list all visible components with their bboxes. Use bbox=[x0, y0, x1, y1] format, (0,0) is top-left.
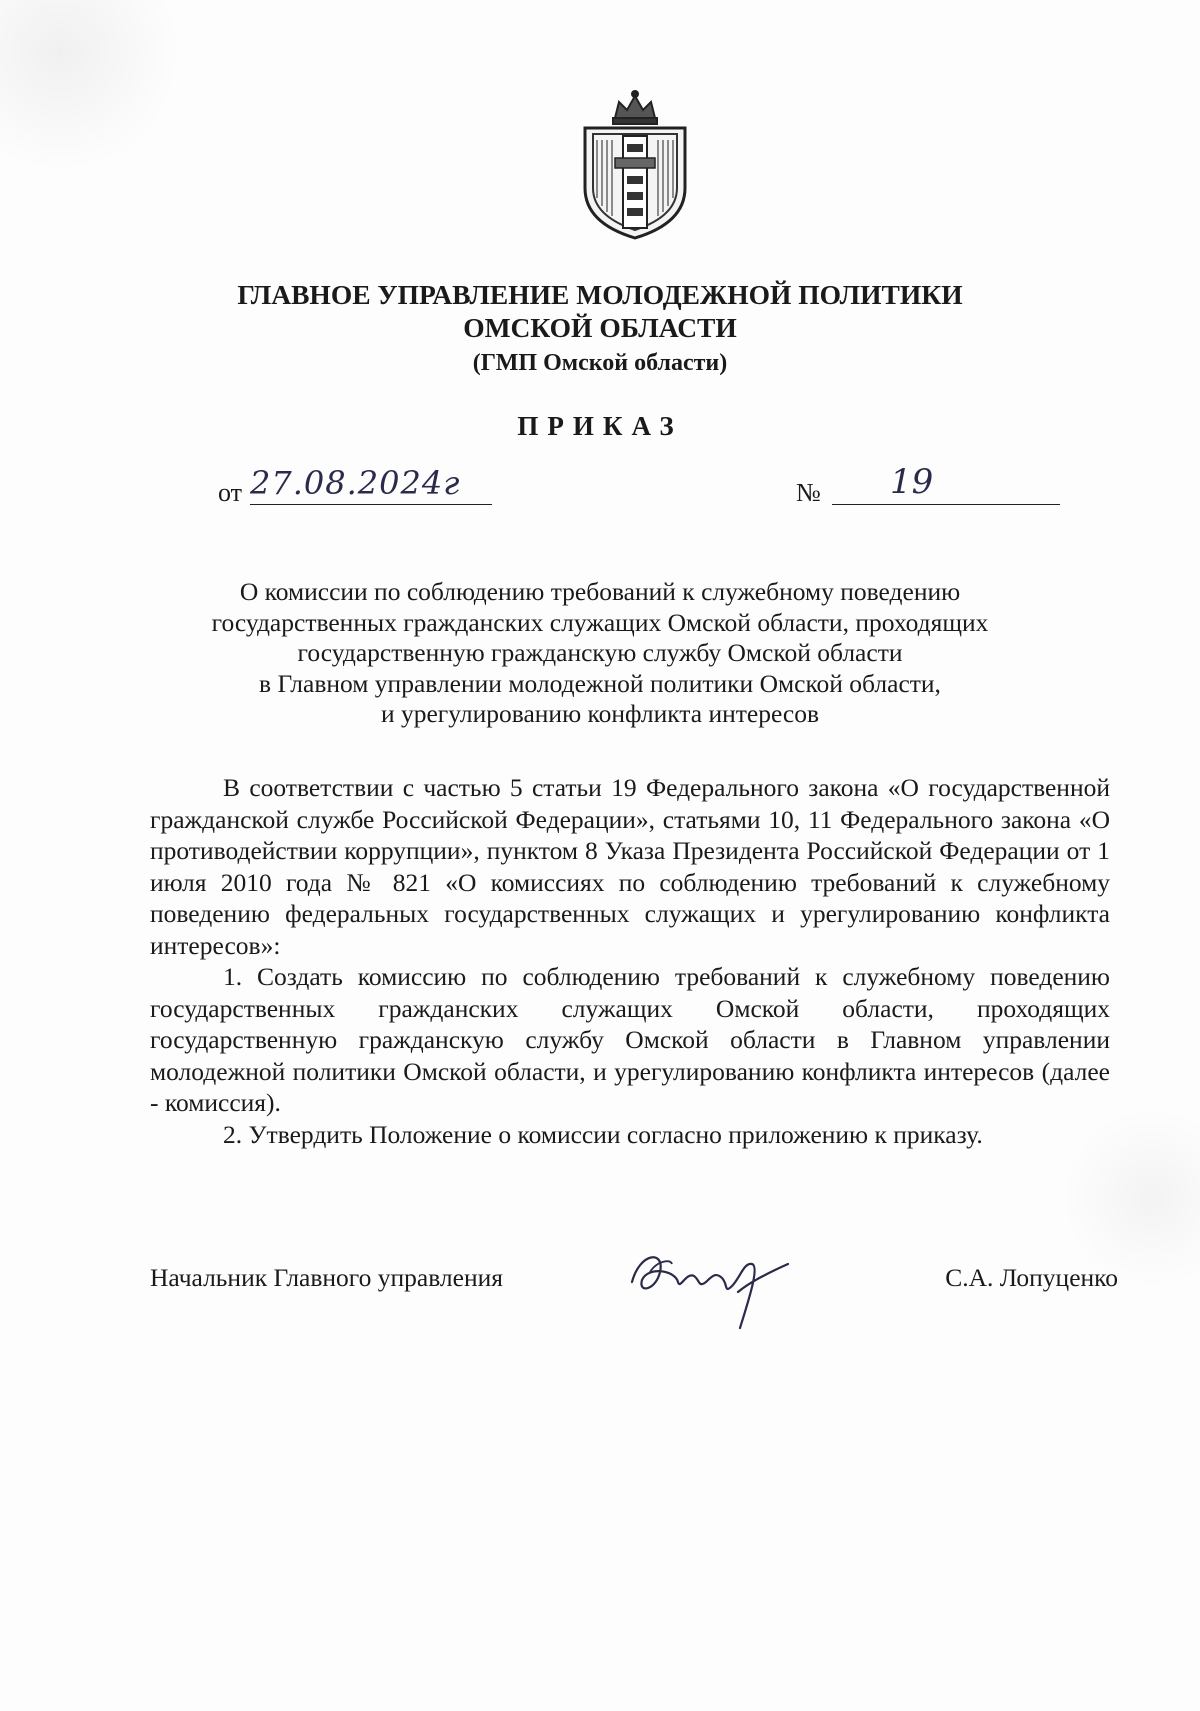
title-line: государственных гражданских служащих Омской области, проходящих bbox=[211, 607, 989, 637]
title-line: и урегулированию конфликта интересов bbox=[380, 699, 820, 728]
document-title bbox=[160, 577, 1040, 730]
item-1-paragraph: 1. Создать комиссию по соблюдению требований к служебному поведению государственных гражданских служащих Омской области, проходящих государственную гражданскую службу Омской области в Главном управлении молодежной политики Омской области, и урегулированию конфликта интересов (далее - комиссия). bbox=[150, 962, 1110, 1117]
document-type: ПРИКАЗ bbox=[517, 411, 683, 441]
title-line: в Главном управлении молодежной политики Омской области, bbox=[259, 668, 941, 698]
date-underline bbox=[250, 504, 492, 505]
handwritten-signature bbox=[620, 1242, 795, 1332]
org-name-line2: ОМСКОЙ ОБЛАСТИ bbox=[463, 312, 737, 343]
org-abbreviation: (ГМП Омской области) bbox=[472, 350, 728, 376]
date-value: 27.08.2024г bbox=[250, 464, 461, 502]
coat-of-arms-emblem bbox=[575, 88, 695, 240]
number-underline bbox=[832, 504, 1060, 505]
title-line: государственную гражданскую службу Омской области bbox=[297, 638, 903, 667]
title-line: О комиссии по соблюдению требований к служебному поведению bbox=[239, 577, 961, 606]
date-label: от bbox=[218, 478, 243, 507]
document-body bbox=[150, 772, 1110, 1150]
number-label: № bbox=[796, 478, 821, 507]
org-name-line1: ГЛАВНОЕ УПРАВЛЕНИЕ МОЛОДЕЖНОЙ ПОЛИТИКИ bbox=[237, 279, 963, 310]
signatory-position: Начальник Главного управления bbox=[150, 1263, 503, 1292]
item-2-paragraph: 2. Утвердить Положение о комиссии согласно приложению к приказу. bbox=[223, 1119, 983, 1149]
number-value: 19 bbox=[890, 462, 934, 502]
signatory-name: С.А. Лопуценко bbox=[945, 1263, 1118, 1292]
preamble-paragraph: В соответствии с частью 5 статьи 19 Федерального закона «О государственной гражданской службе Российской Федерации», статьями 10, 11 Федерального закона «О противодействии коррупции», пунктом 8 Указа Президента Российской Федерации от 1 июля 2010 года № 821 «О комиссиях по соблюдению требований к служебному поведению федеральных государственных служащих и урегулированию конфликта интересов»: bbox=[150, 773, 1110, 960]
